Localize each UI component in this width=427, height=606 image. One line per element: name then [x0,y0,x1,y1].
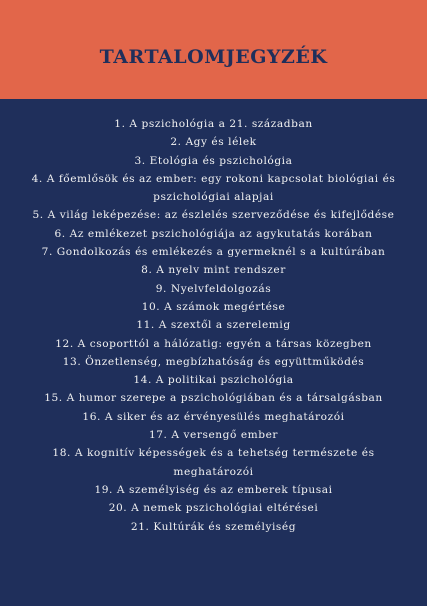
toc-item: 1. A pszichológia a 21. században [114,118,313,130]
toc-item: 17. A versengő ember [148,429,279,442]
toc-item: 18. A kognitív képességek és a tehetség természete és meghatározói [52,447,375,478]
toc-item: 21. Kultúrák és személyiség [130,520,297,533]
toc-item: 19. A személyiség és az emberek típusai [94,483,333,496]
toc-item: 8. A nyelv mint rendszer [141,264,286,277]
toc-item: 11. A szextől a szerelemig [136,319,291,332]
toc-item: 12. A csoporttól a hálózatig: egyén a társas közegben [55,337,372,350]
toc-item: 20. A nemek pszichológiai eltérései [108,502,319,515]
toc-item: 15. A humor szerepe a pszichológiában és a társalgásban [44,392,383,405]
page-title: TARTALOMJEGYZÉK [99,45,328,68]
toc-item: 13. Önzetlenség, megbízhatóság és együttműködés [62,355,365,368]
toc-item: 5. A világ leképezése: az észlelés szerveződése és kifejlődése [32,209,395,222]
toc-list [0,115,427,536]
toc-item: 7. Gondolkozás és emlékezés a gyermeknél s a kultúrában [41,246,386,259]
toc-item: 6. Az emlékezet pszichológiája az agykutatás korában [54,227,373,240]
toc-item: 3. Etológia és pszichológia [134,154,293,167]
header-band [0,0,427,99]
toc-item: 4. A főemlősök és az ember: egy rokoni kapcsolat biológiai és pszichológiai alapjai [31,172,396,204]
toc-item: 14. A politikai pszichológia [133,374,294,387]
toc-item: 9. Nyelvfeldolgozás [155,282,272,295]
toc-item: 2. Agy és lélek [170,136,257,149]
toc-item: 16. A siker és az érvényesülés meghatározói [82,410,345,423]
toc-item: 10. A számok megértése [141,300,286,313]
